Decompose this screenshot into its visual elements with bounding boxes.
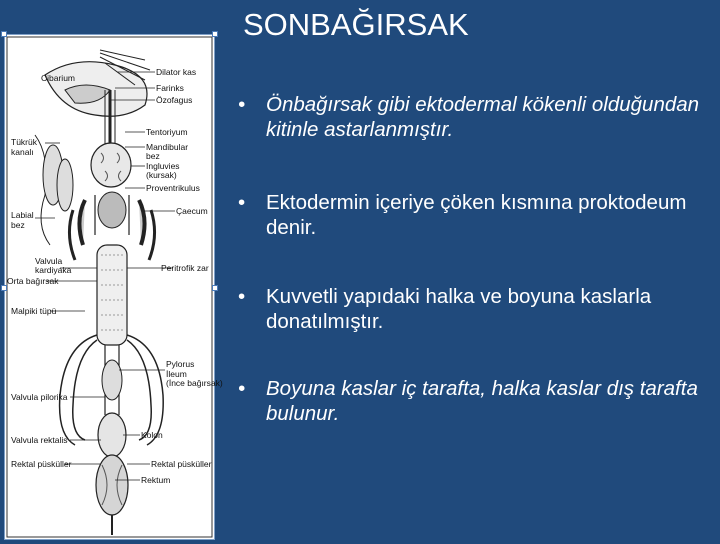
resize-handle-right[interactable] (212, 285, 218, 291)
bullet-item (232, 376, 710, 426)
label-ingluvies: Ingluvies (146, 161, 180, 171)
label-rektal-left: Rektal püsküller (11, 459, 72, 469)
label-rektal-right: Rektal püsküller (151, 459, 212, 469)
bullet-marker: • (238, 285, 246, 308)
label-mandibular: Mandibular (146, 142, 189, 152)
digestive-system-drawing (5, 35, 223, 539)
label-valvula: Valvula (35, 256, 63, 266)
label-mandibular-2: bez (146, 151, 160, 161)
label-rektalis: Valvula rektalis (11, 435, 68, 445)
label-proventrikulus: Proventrikulus (146, 183, 200, 193)
label-pylorus: Pylorus (166, 359, 195, 369)
bullet-text: Ektodermin içeriye çöken kısmına proktodeum denir. (266, 191, 687, 239)
bullet-text: Önbağırsak gibi ektodermal kökenli olduğundan kitinle astarlanmıştır. (266, 93, 700, 141)
bullet-text: Boyuna kaslar iç tarafta, halka kaslar dış tarafta bulunur. (266, 377, 698, 425)
label-valvula-2: kardiyaka (35, 265, 72, 275)
resize-handle-top-right[interactable] (212, 31, 218, 37)
label-dilator: Dilator kas (156, 67, 197, 77)
label-tukruk-2: kanalı (11, 147, 34, 157)
label-labial-2: bez (11, 220, 25, 230)
bullet-item (232, 92, 710, 142)
bullet-marker: • (238, 377, 246, 400)
bullet-text: Kuvvetli yapıdaki halka ve boyuna kaslarla donatılmıştır. (266, 285, 652, 333)
label-malpiki: Malpiki tüpü (11, 306, 57, 316)
label-ileum: İleum (166, 369, 187, 379)
digestive-system-diagram (4, 34, 223, 540)
slide-title: SONBAĞIRSAK (243, 7, 469, 42)
label-labial: Labial (11, 210, 34, 220)
bullet-marker: • (238, 191, 246, 214)
label-ozofagus: Özofagus (156, 95, 193, 105)
resize-handle-left[interactable] (1, 285, 7, 291)
label-cibarium: Cibarium (41, 73, 76, 83)
label-ileum-2: (İnce bağırsak) (166, 378, 223, 388)
crop-shape (91, 143, 131, 187)
rectum-shape (96, 455, 128, 515)
bullet-item (232, 190, 710, 240)
label-ingluvies-2: (kursak) (146, 170, 177, 180)
label-rektum: Rektum (141, 475, 171, 485)
label-pilorika: Valvula pilorika (11, 392, 68, 402)
label-tukruk: Tükrük (11, 137, 37, 147)
label-tentoriyum: Tentoriyum (146, 127, 188, 137)
label-orta: Orta bağırsak (7, 276, 59, 286)
label-farinks: Farinks (156, 83, 184, 93)
resize-handle-top-left[interactable] (1, 31, 7, 37)
bullet-item (232, 284, 710, 334)
label-peritrofik: Peritrofik zar (161, 263, 209, 273)
bullet-marker: • (238, 93, 246, 116)
label-caecum: Çaecum (176, 206, 208, 216)
label-kolon: Kolon (141, 430, 163, 440)
